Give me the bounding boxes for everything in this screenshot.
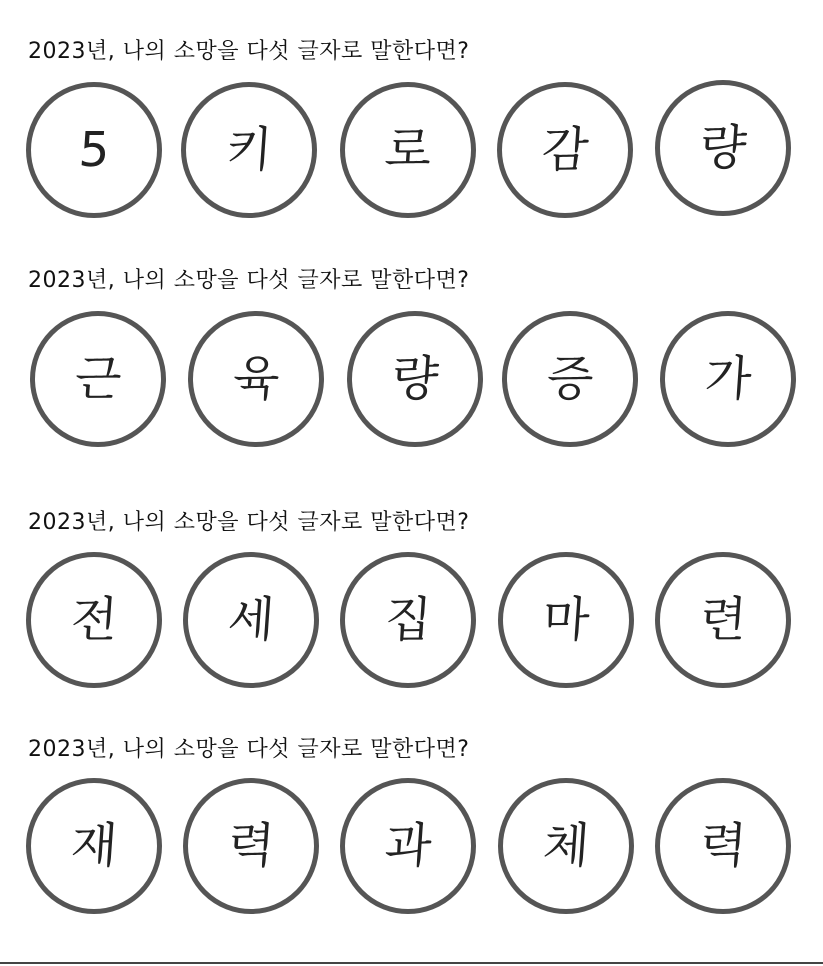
handwritten-char: 근 bbox=[72, 351, 124, 407]
char-circle-5 bbox=[660, 311, 796, 447]
question-text: 2023년, 나의 소망을 다섯 글자로 말한다면? bbox=[28, 268, 470, 293]
handwritten-char: 량 bbox=[697, 120, 749, 176]
char-circle-2 bbox=[181, 82, 317, 218]
handwritten-char: 가 bbox=[702, 351, 754, 407]
handwritten-char: 증 bbox=[544, 351, 596, 407]
handwritten-char: 키 bbox=[223, 122, 275, 178]
handwritten-char: 5 bbox=[76, 122, 112, 178]
handwritten-char: 력 bbox=[225, 818, 277, 874]
handwritten-char: 련 bbox=[697, 592, 749, 648]
char-circle-3 bbox=[347, 311, 483, 447]
char-circle-3 bbox=[340, 778, 476, 914]
char-circle-5 bbox=[655, 552, 791, 688]
char-circle-4 bbox=[498, 552, 634, 688]
char-circle-3 bbox=[340, 82, 476, 218]
handwritten-char: 세 bbox=[225, 592, 277, 648]
char-circle-2 bbox=[183, 778, 319, 914]
handwritten-char: 육 bbox=[230, 351, 282, 407]
question-text: 2023년, 나의 소망을 다섯 글자로 말한다면? bbox=[28, 39, 470, 64]
char-circle-1 bbox=[26, 82, 162, 218]
char-circle-5 bbox=[655, 778, 791, 914]
bottom-divider bbox=[0, 962, 823, 964]
question-text: 2023년, 나의 소망을 다섯 글자로 말한다면? bbox=[28, 510, 470, 535]
handwritten-char: 력 bbox=[697, 818, 749, 874]
handwritten-char: 량 bbox=[389, 351, 441, 407]
char-circle-1 bbox=[26, 778, 162, 914]
handwritten-char: 전 bbox=[68, 592, 120, 648]
handwritten-char: 재 bbox=[68, 818, 120, 874]
handwritten-char: 과 bbox=[382, 818, 434, 874]
char-circle-4 bbox=[497, 82, 633, 218]
char-circle-4 bbox=[498, 778, 634, 914]
handwritten-char: 로 bbox=[382, 122, 434, 178]
question-text: 2023년, 나의 소망을 다섯 글자로 말한다면? bbox=[28, 737, 470, 762]
handwritten-char: 마 bbox=[540, 592, 592, 648]
char-circle-5 bbox=[655, 80, 791, 216]
char-circle-4 bbox=[502, 311, 638, 447]
handwritten-char: 체 bbox=[540, 818, 592, 874]
char-circle-2 bbox=[188, 311, 324, 447]
char-circle-1 bbox=[30, 311, 166, 447]
char-circle-1 bbox=[26, 552, 162, 688]
char-circle-2 bbox=[183, 552, 319, 688]
handwritten-char: 감 bbox=[539, 122, 591, 178]
handwritten-char: 집 bbox=[382, 592, 434, 648]
char-circle-3 bbox=[340, 552, 476, 688]
